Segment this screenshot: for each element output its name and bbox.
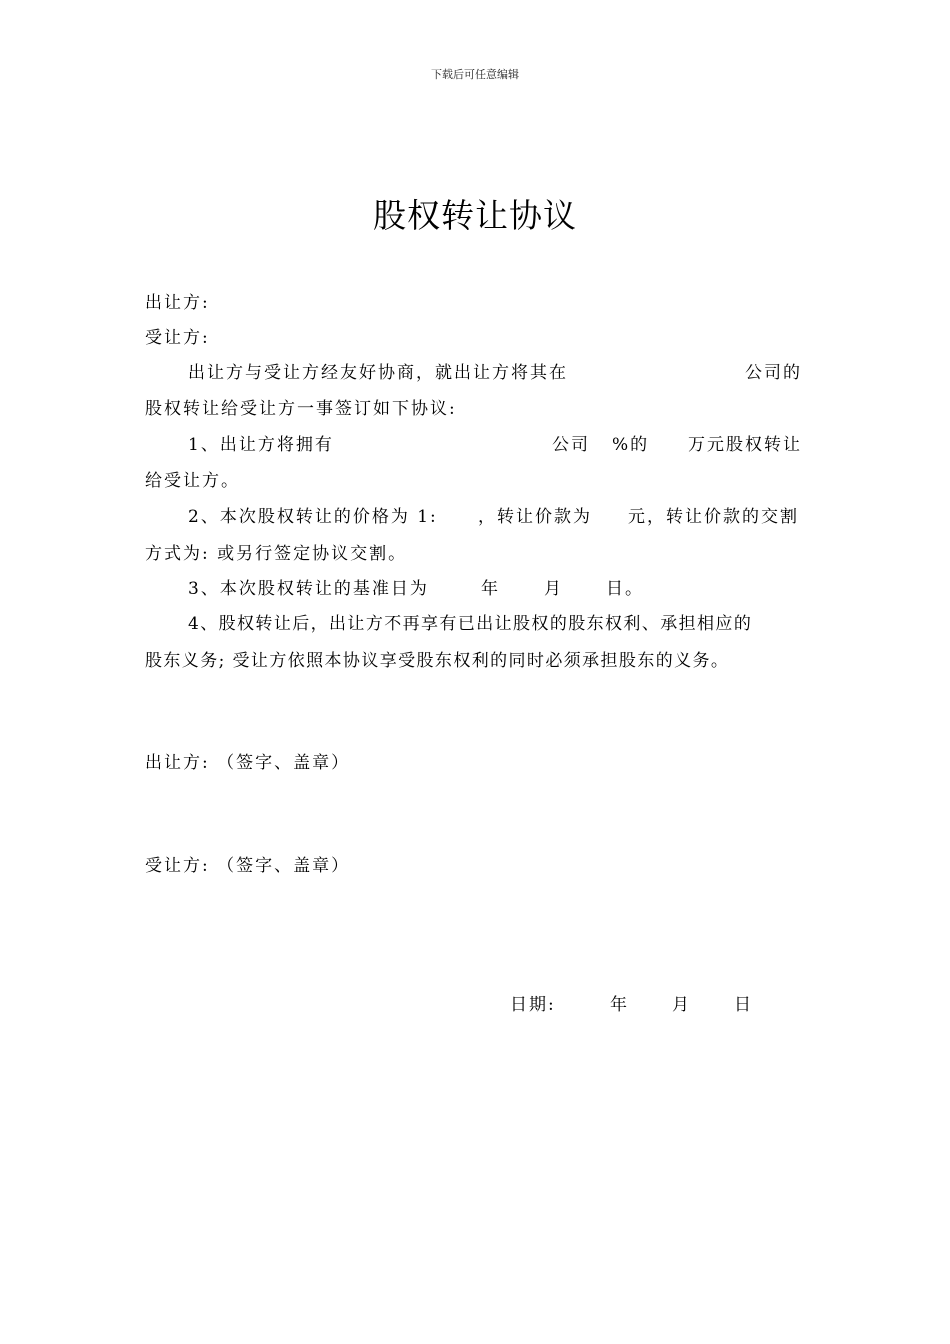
clause4-line1: 4、股权转让后，出让方不再享有已出让股权的股东权利、承担相应的 [188,614,753,634]
transferor-signature: 出让方: （签字、盖章） [145,753,351,773]
clause1-part2: 给受让方。 [145,471,240,491]
date-label: 日期: [510,995,556,1015]
clause2-part2: ，转让价款为 [478,507,592,527]
clause2-part1: 2、本次股权转让的价格为 1: [188,507,438,527]
transferee-label: 受让方: [145,328,210,348]
clause3-year: 年 [481,579,500,599]
intro-part3: 股权转让给受让方一事签订如下协议: [145,399,457,419]
date-month: 月 [672,995,691,1015]
intro-part2: 公司的 [745,363,802,383]
transferor-label: 出让方: [145,293,210,313]
clause2-part4: 方式为: 或另行签定协议交割。 [145,544,408,564]
date-day: 日 [734,995,753,1015]
clause1-part1: 1、出让方将拥有 [188,435,334,455]
clause1-percent: %的 [612,435,650,455]
intro-part1: 出让方与受让方经友好协商，就出让方将其在 [188,363,568,383]
date-year: 年 [610,995,629,1015]
transferee-signature: 受让方: （签字、盖章） [145,856,351,876]
clause4-line2: 股东义务; 受让方依照本协议享受股东权利的同时必须承担股东的义务。 [145,651,730,671]
clause2-part3: 元，转让价款的交割 [628,507,799,527]
header-note: 下载后可任意编辑 [431,68,519,81]
clause3-month: 月 [544,579,563,599]
clause1-company: 公司 [552,435,590,455]
clause3-day: 日。 [606,579,644,599]
clause1-amount: 万元股权转让 [688,435,802,455]
clause3-part1: 3、本次股权转让的基准日为 [188,579,429,599]
document-title: 股权转让协议 [373,196,577,235]
